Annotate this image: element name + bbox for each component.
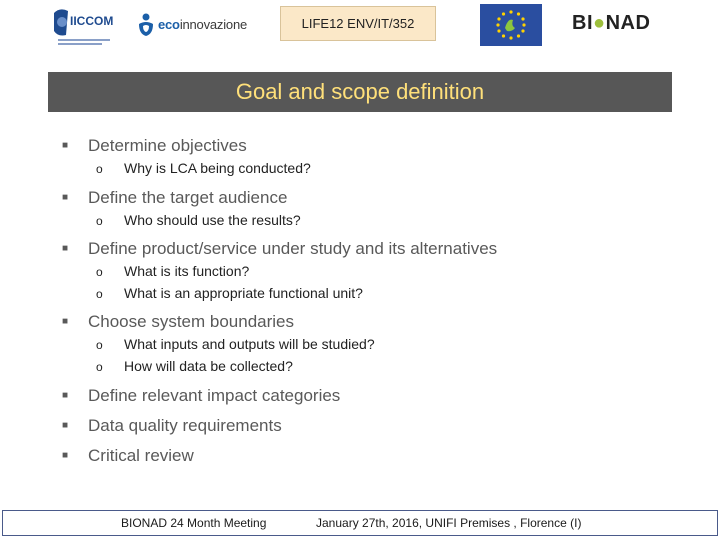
circle-bullet-icon: o: [96, 162, 103, 176]
slide-title-bar: [48, 72, 672, 112]
sub-bullet-text: What is an appropriate functional unit?: [124, 285, 363, 301]
ecoinnovazione-logo-text: [158, 17, 247, 32]
circle-bullet-icon: o: [96, 338, 103, 352]
circle-bullet-icon: o: [96, 265, 103, 279]
bullet-item: [62, 386, 340, 406]
sub-bullet-item: [96, 285, 363, 301]
footer-meeting: BIONAD 24 Month Meeting: [121, 516, 267, 530]
project-code-box: [280, 6, 436, 41]
bionad-suffix: NAD: [605, 12, 651, 34]
sub-bullet-text: What is its function?: [124, 263, 250, 279]
bullet-text: Define the target audience: [88, 188, 288, 207]
footer-date-location: January 27th, 2016, UNIFI Premises , Florence (I): [316, 516, 582, 530]
sub-bullet-item: [96, 358, 293, 374]
slide-footer: [2, 510, 718, 536]
square-bullet-icon: ■: [62, 316, 69, 327]
circle-bullet-icon: o: [96, 287, 103, 301]
bullet-item: [62, 446, 194, 466]
bullet-text: Data quality requirements: [88, 416, 282, 435]
square-bullet-icon: ■: [62, 450, 69, 461]
bionad-dot: ●: [593, 12, 606, 34]
eco-prefix: eco: [158, 17, 180, 32]
sub-bullet-item: [96, 336, 375, 352]
sub-bullet-text: How will data be collected?: [124, 358, 293, 374]
circle-bullet-icon: o: [96, 214, 103, 228]
square-bullet-icon: ■: [62, 243, 69, 254]
sub-bullet-item: [96, 212, 301, 228]
project-code: LIFE12 ENV/IT/352: [301, 16, 415, 31]
eu-life-flag-logo: [480, 4, 542, 46]
bullet-item: [62, 188, 287, 208]
square-bullet-icon: ■: [62, 192, 69, 203]
sub-bullet-text: What inputs and outputs will be studied?: [124, 336, 375, 352]
bullet-item: [62, 416, 282, 436]
eco-suffix: innovazione: [179, 17, 247, 32]
bullet-text: Define product/service under study and its alternatives: [88, 239, 498, 258]
bullet-item: [62, 312, 294, 332]
bullet-text: Critical review: [88, 446, 194, 465]
cnr-iccom-logo: [48, 5, 120, 47]
square-bullet-icon: ■: [62, 140, 69, 151]
sub-bullet-text: Who should use the results?: [124, 212, 301, 228]
bionad-logo: [572, 12, 650, 35]
square-bullet-icon: ■: [62, 390, 69, 401]
bullet-item: [62, 239, 497, 259]
circle-bullet-icon: o: [96, 360, 103, 374]
bullet-text: Determine objectives: [88, 136, 247, 155]
square-bullet-icon: ■: [62, 420, 69, 431]
sub-bullet-text: Why is LCA being conducted?: [124, 160, 311, 176]
bullet-text: Define relevant impact categories: [88, 386, 341, 405]
cnr-logo-text: IICCOM: [70, 14, 114, 28]
sub-bullet-item: [96, 160, 311, 176]
bionad-prefix: BI: [572, 12, 593, 34]
bullet-text: Choose system boundaries: [88, 312, 295, 331]
bullet-item: [62, 136, 247, 156]
sub-bullet-item: [96, 263, 249, 279]
slide-title: Goal and scope definition: [235, 79, 485, 104]
